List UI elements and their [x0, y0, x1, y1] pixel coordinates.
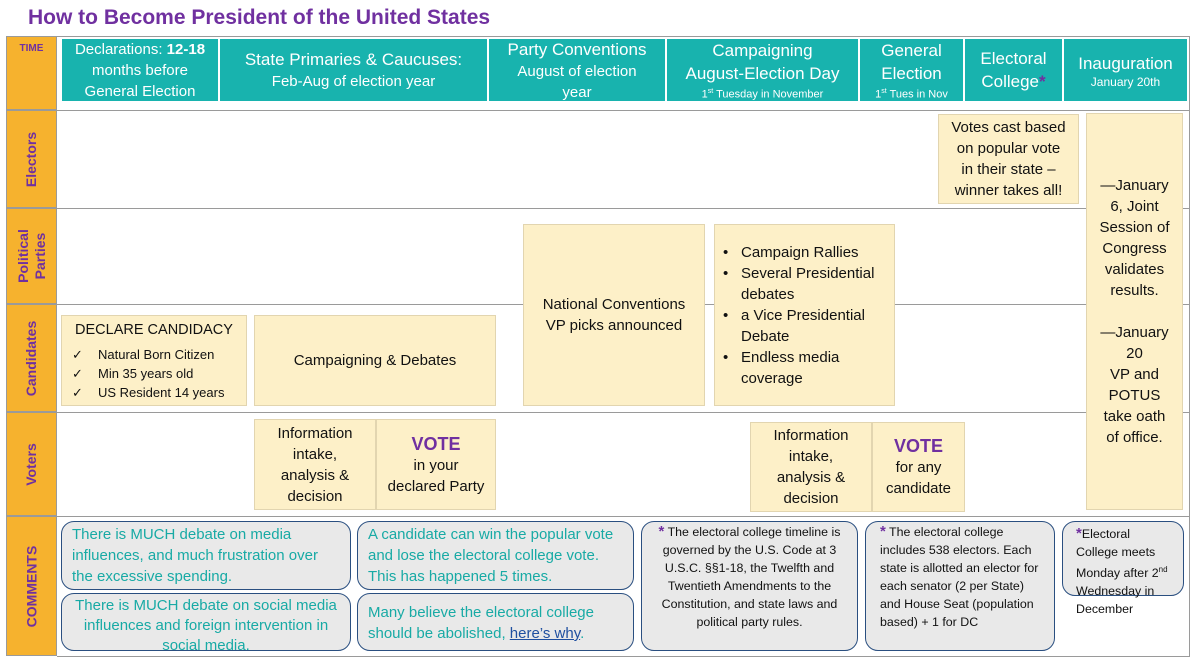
timeline-electoral-college: Electoral College*	[964, 38, 1063, 102]
list-item: ✓ Min 35 years old	[62, 364, 246, 383]
row-label-time: TIME	[6, 36, 57, 110]
declare-candidacy-heading: DECLARE CANDIDACY	[75, 322, 233, 338]
row-label-electors: Electors	[6, 110, 57, 208]
declare-candidacy-box	[61, 315, 247, 406]
comment-popular-vote: A candidate can win the popular vote and lose the electoral college vote. This has happened 5 times.	[357, 521, 634, 590]
vote-any-candidate-box: VOTE for any candidate	[872, 422, 965, 512]
comment-timeline-law: * The electoral college timeline is governed by the U.S. Code at 3 U.S.C. §§1-18, the Twelfth and Twentieth Amendments to the Constitution, and state laws and political party rules.	[641, 521, 858, 651]
list-item: ✓ US Resident 14 years	[62, 383, 246, 402]
list-item: • Several Presidential debates	[715, 263, 894, 305]
voters-info-box-general: Information intake, analysis & decision	[750, 422, 872, 512]
page-title: How to Become President of the United States	[28, 6, 491, 29]
grid-line	[57, 516, 1190, 517]
inauguration-box: —January 6, Joint Session of Congress validates results. —January 20 VP and POTUS take oath of office.	[1086, 113, 1183, 510]
row-label-comments: COMMENTS	[6, 516, 57, 656]
list-item: • a Vice Presidential Debate	[715, 305, 894, 347]
grid-line	[57, 208, 1190, 209]
timeline-general-election: General Election 1st Tues in Nov	[859, 38, 964, 102]
campaign-activities-list	[715, 242, 894, 389]
timeline-campaigning: Campaigning August-Election Day 1st Tuesday in November	[666, 38, 859, 102]
timeline-primaries: State Primaries & Caucuses: Feb-Aug of election year	[219, 38, 488, 102]
vote-party-box: VOTE in your declared Party	[376, 419, 496, 510]
voters-info-box-primary: Information intake, analysis & decision	[254, 419, 376, 510]
heres-why-link[interactable]: here’s why	[509, 625, 581, 642]
row-label-political-parties: Political Parties	[6, 208, 57, 304]
list-item: ✓ Natural Born Citizen	[62, 345, 246, 364]
campaigning-debates-box: Campaigning & Debates	[254, 315, 496, 406]
electors-votes-box: Votes cast based on popular vote in their state – winner takes all!	[938, 114, 1079, 204]
list-item: • Campaign Rallies	[715, 242, 894, 263]
grid-line	[1189, 36, 1190, 656]
list-item: • Endless media coverage	[715, 347, 894, 389]
requirements-list	[62, 345, 246, 402]
timeline-inauguration: Inauguration January 20th	[1063, 38, 1188, 102]
timeline-declarations: Declarations: 12-18 months before General Election	[61, 38, 219, 102]
grid-line	[57, 656, 1190, 657]
row-label-candidates: Candidates	[6, 304, 57, 412]
comment-social-media: There is MUCH debate on social media influences and foreign intervention in social media.	[61, 593, 351, 651]
timeline-conventions: Party Conventions August of election year	[488, 38, 666, 102]
row-label-voters: Voters	[6, 412, 57, 516]
conventions-box: National Conventions VP picks announced	[523, 224, 705, 406]
campaign-activities-box	[714, 224, 895, 406]
grid-line	[57, 110, 1190, 111]
comment-electoral-meeting: *Electoral College meets Monday after 2nd Wednesday in December	[1062, 521, 1184, 596]
grid-line	[57, 412, 1190, 413]
comment-media-spending: There is MUCH debate on media influences, and much frustration over the excessive spending.	[61, 521, 351, 590]
comment-538-electors: * The electoral college includes 538 electors. Each state is allotted an elector for each senator (2 per State) and House Seat (population based) + 1 for DC	[865, 521, 1055, 651]
comment-abolish-electoral-college: Many believe the electoral college should be abolished, here’s why.	[357, 593, 634, 651]
